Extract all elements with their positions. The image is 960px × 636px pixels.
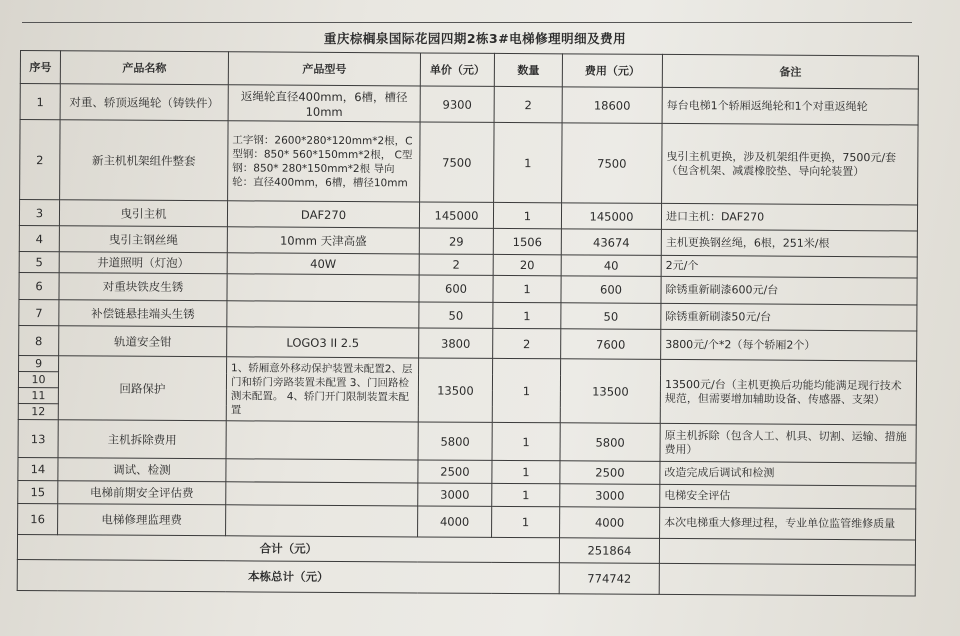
page-title: 重庆棕榈泉国际花园四期2栋3#电梯修理明细及费用 xyxy=(323,31,627,46)
cost: 43674 xyxy=(561,229,661,256)
col-header-name: 产品名称 xyxy=(60,51,228,85)
quantity: 1 xyxy=(492,422,560,460)
row-index: 3 xyxy=(19,200,59,226)
unit-price: 13500 xyxy=(418,358,492,422)
cost: 7500 xyxy=(562,123,662,204)
subtotal-row-label: 合计（元） xyxy=(17,534,559,562)
item-model: 10mm 天津高盛 xyxy=(227,227,419,254)
quantity: 1506 xyxy=(493,228,561,254)
unit-price: 7500 xyxy=(420,122,494,202)
row-index: 6 xyxy=(19,272,59,299)
cost-table xyxy=(17,50,919,596)
item-name: 新主机机架组件整套 xyxy=(60,120,228,201)
top-rule xyxy=(22,22,912,23)
quantity: 1 xyxy=(492,506,560,537)
remark: 3800元/个*2（每个轿厢2个） xyxy=(661,329,917,361)
item-name: 井道照明（灯泡） xyxy=(59,252,227,274)
item-model: 返绳轮直径400mm，6槽，槽径10mm xyxy=(228,85,420,122)
item-name: 对重块铁皮生锈 xyxy=(59,273,227,301)
unit-price: 600 xyxy=(419,275,493,302)
col-header-index: 序号 xyxy=(20,51,60,84)
item-model: LOGO3 II 2.5 xyxy=(227,327,419,358)
cost: 18600 xyxy=(562,87,662,124)
remark: 本次电梯重大修理过程，专业单位监管维修质量 xyxy=(660,507,916,540)
row-index: 10 xyxy=(18,371,58,387)
unit-price: 9300 xyxy=(420,86,494,122)
subtotal-row-value: 251864 xyxy=(559,538,659,564)
cost: 4000 xyxy=(560,507,660,539)
quantity: 1 xyxy=(492,483,560,506)
unit-price: 29 xyxy=(419,228,493,254)
remark: 13500元/台（主机更换后功能均能满足现行技术规范，但需要增加辅助设备、传感器、支架） xyxy=(660,359,916,425)
remark: 除锈重新刷漆50元/台 xyxy=(661,303,917,331)
table-row xyxy=(20,120,918,205)
item-name: 曳引主机 xyxy=(59,200,227,227)
remark: 曳引主机更换，涉及机架组件更换，7500元/套（包含机架、减震橡胶垫、导向轮装置） xyxy=(662,123,918,205)
table-row xyxy=(20,84,918,125)
row-index: 14 xyxy=(18,457,58,480)
unit-price: 4000 xyxy=(418,506,492,537)
cost: 2500 xyxy=(560,461,660,485)
item-model xyxy=(226,482,418,506)
subtotal-row-blank xyxy=(659,538,915,565)
row-index: 2 xyxy=(20,120,60,200)
grand-total-row xyxy=(17,559,915,595)
cost: 145000 xyxy=(561,203,661,230)
grand-total-row-blank xyxy=(659,563,915,596)
item-model xyxy=(226,505,418,537)
quantity: 1 xyxy=(492,460,560,483)
cost: 600 xyxy=(561,276,661,304)
quantity: 1 xyxy=(494,122,562,202)
quantity: 20 xyxy=(493,254,561,275)
cost: 50 xyxy=(561,303,661,330)
cost: 5800 xyxy=(560,423,660,462)
remark: 除锈重新刷漆600元/台 xyxy=(661,276,917,305)
quantity: 1 xyxy=(493,202,561,228)
row-index: 7 xyxy=(19,299,59,325)
unit-price: 3800 xyxy=(419,328,493,358)
item-name: 曳引主钢丝绳 xyxy=(59,226,227,253)
col-header-cost: 费用（元） xyxy=(562,54,662,88)
quantity: 1 xyxy=(493,275,561,302)
row-index: 1 xyxy=(20,84,60,120)
row-index: 12 xyxy=(18,403,58,419)
item-name: 电梯修理监理费 xyxy=(58,504,226,536)
item-model xyxy=(227,274,419,302)
quantity: 2 xyxy=(494,86,562,122)
col-header-price: 单价（元） xyxy=(420,53,494,86)
cost: 7600 xyxy=(561,329,661,360)
unit-price: 3000 xyxy=(418,483,492,506)
row-index: 11 xyxy=(18,387,58,403)
item-name: 轨道安全钳 xyxy=(59,326,227,357)
item-model xyxy=(227,301,419,328)
item-name: 主机拆除费用 xyxy=(58,420,226,459)
remark: 改造完成后调试和检测 xyxy=(660,461,916,486)
unit-price: 2500 xyxy=(418,460,492,483)
row-index: 9 xyxy=(19,355,59,371)
item-name: 回路保护 xyxy=(58,356,226,421)
quantity: 1 xyxy=(492,358,560,422)
unit-price: 2 xyxy=(419,254,493,275)
unit-price: 5800 xyxy=(418,422,492,460)
quantity: 1 xyxy=(493,302,561,328)
row-index: 4 xyxy=(19,225,59,251)
remark: 原主机拆除（包含人工、机具、切割、运输、措施费用） xyxy=(660,423,916,463)
remark: 进口主机：DAF270 xyxy=(661,203,917,231)
row-index: 8 xyxy=(19,325,59,355)
row-index: 13 xyxy=(18,419,58,457)
remark: 电梯安全评估 xyxy=(660,484,916,509)
item-name: 调试、检测 xyxy=(58,458,226,482)
item-name: 补偿链悬挂端头生锈 xyxy=(59,300,227,327)
unit-price: 50 xyxy=(419,302,493,328)
item-model: 工字钢：2600*280*120mm*2根，C型钢：850* 560*150mm*2根， C型钢：850* 280*150mm*2根 导向轮：直径400mm，6槽，槽径10mm xyxy=(228,121,420,202)
item-model: DAF270 xyxy=(227,201,419,228)
table-header-row xyxy=(20,51,918,89)
col-header-qty: 数量 xyxy=(494,53,562,86)
quantity: 2 xyxy=(493,328,561,358)
unit-price: 145000 xyxy=(419,202,493,228)
row-index: 5 xyxy=(19,251,59,272)
item-model xyxy=(226,459,418,483)
col-header-note: 备注 xyxy=(662,54,918,89)
remark: 主机更换钢丝绳，6根，251米/根 xyxy=(661,229,917,257)
item-model xyxy=(226,421,418,460)
table-row xyxy=(18,419,916,462)
cost: 13500 xyxy=(560,359,660,424)
remark: 每台电梯1个轿厢返绳轮和1个对重返绳轮 xyxy=(662,87,918,125)
col-header-model: 产品型号 xyxy=(228,52,420,86)
remark: 2元/个 xyxy=(661,255,917,278)
cost: 3000 xyxy=(560,484,660,508)
item-name: 对重、轿顶返绳轮（铸铁件） xyxy=(60,84,228,121)
grand-total-row-value: 774742 xyxy=(559,563,659,595)
grand-total-row-label: 本栋总计（元） xyxy=(17,559,559,593)
cost: 40 xyxy=(561,255,661,277)
item-name: 电梯前期安全评估费 xyxy=(58,481,226,505)
row-index: 16 xyxy=(18,503,58,534)
item-model: 40W xyxy=(227,253,419,275)
item-model: 1、轿厢意外移动保护装置未配置2、层门和轿门旁路装置未配置 3、门回路检测未配置。 4、轿门开门限制装置未配置 xyxy=(226,357,418,422)
row-index: 15 xyxy=(18,480,58,503)
